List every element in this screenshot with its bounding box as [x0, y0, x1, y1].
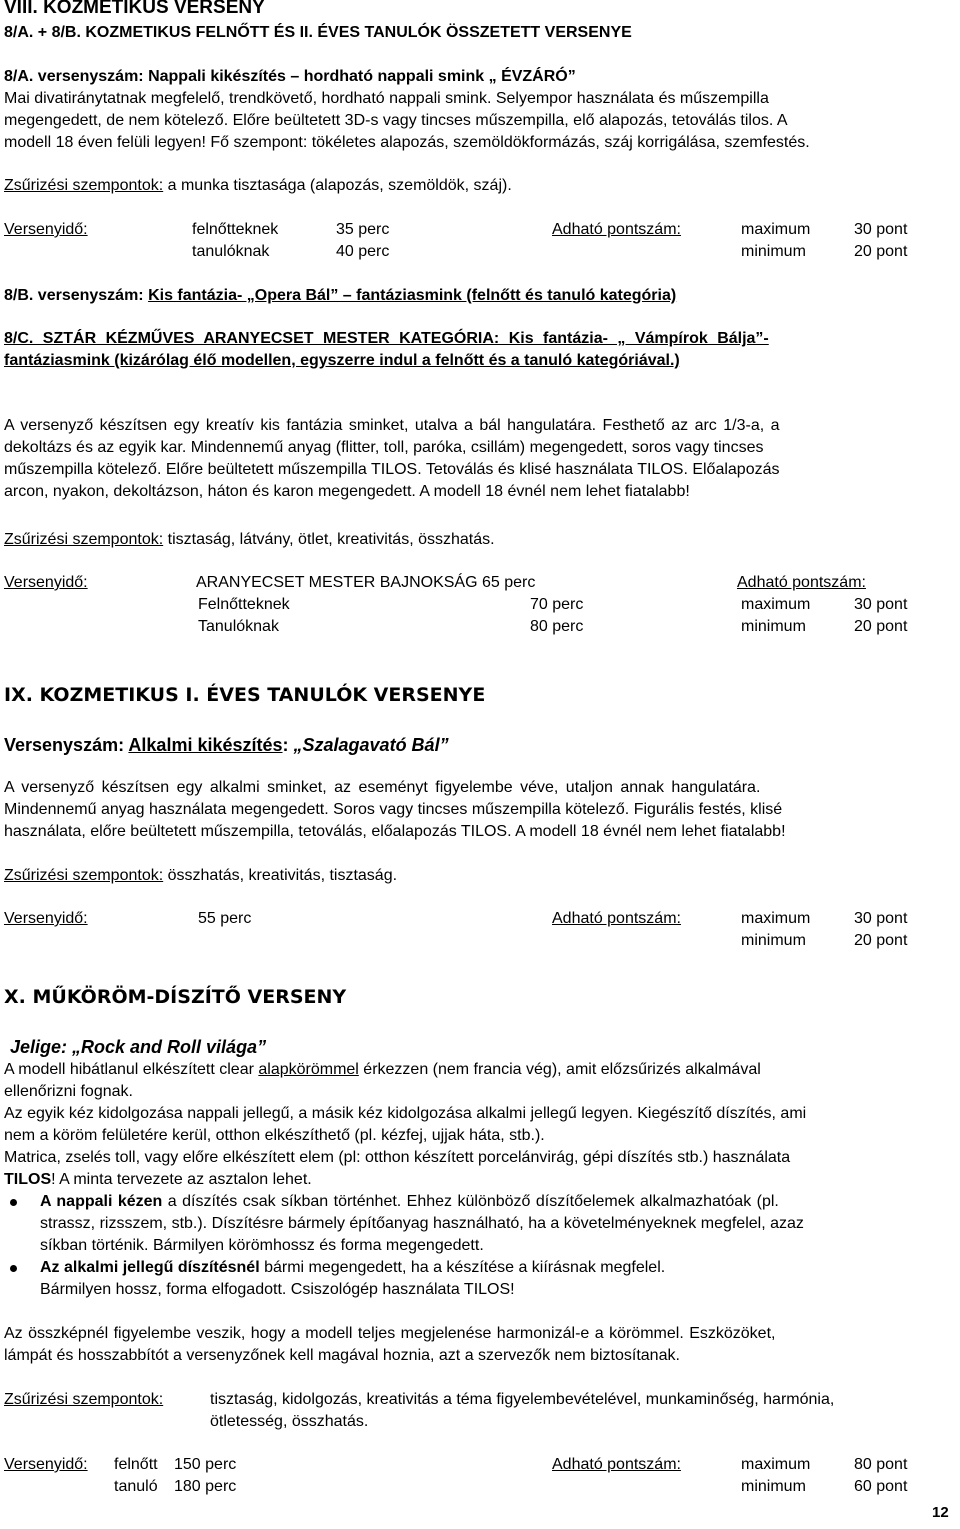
- points-value: 30 pont: [854, 596, 908, 613]
- tilos-bold: TILOS: [4, 1171, 52, 1188]
- section-8b-heading: [4, 285, 676, 307]
- points-label: Adható pontszám:: [552, 221, 681, 238]
- section-8a-heading: 8/A. versenyszám: Nappali kikészítés – hordható nappali smink „ ÉVZÁRÓ”: [4, 68, 576, 85]
- points-label: Adható pontszám:: [737, 574, 866, 591]
- text-run: a díszítés csak síkban történhet. Ehhez különböző díszítőelemek alkalmazhatóak (pl.: [162, 1193, 779, 1210]
- heading-underlined: Alkalmi kikészítés: [128, 735, 283, 755]
- filter-label: Zsűrizési szempontok:: [4, 867, 164, 884]
- time-who: tanuló: [114, 1478, 158, 1495]
- section-10-p2-line-2: nem a köröm felületére kerül, otthon elkészíthető (pl. kézfej, ujjak háta, stb.).: [4, 1127, 545, 1144]
- text-run: ! A minta tervezete az asztalon lehet.: [51, 1171, 312, 1188]
- section-8-subtitle: 8/A. + 8/B. KOZMETIKUS FELNŐTT ÉS II. ÉVES TANULÓK ÖSSZETETT VERSENYE: [4, 24, 632, 41]
- section-10-filter-label: Zsűrizési szempontok:: [4, 1391, 164, 1408]
- section-9-time-label: Versenyidő:: [4, 910, 88, 927]
- filter-label: Zsűrizési szempontok:: [4, 531, 164, 548]
- points-kind: maximum: [741, 1456, 811, 1473]
- time-value: 35 perc: [336, 221, 390, 238]
- section-8-title: VIII. KOZMETIKUS VERSENY: [4, 0, 265, 18]
- text-run: érkezzen (nem francia vég), amit előzsűrizés alkalmával: [358, 1061, 761, 1078]
- filter-value: összhatás, kreativitás, tisztaság.: [163, 867, 398, 884]
- section-9-heading: [4, 733, 449, 757]
- time-value: 55 perc: [198, 910, 252, 927]
- section-10-p4-line-2: lámpát és hosszabbítót a versenyzőnek kell magával hoznia, azt a szervezők nem biztosítanak.: [4, 1347, 680, 1364]
- text-run: bármi megengedett, ha a készítése a kiírásnak megfelel.: [259, 1259, 666, 1276]
- points-value: 20 pont: [854, 243, 908, 260]
- base-nail-term: alapkörömmel: [258, 1061, 359, 1078]
- time-who: felnőtteknek: [192, 221, 279, 238]
- points-kind: maximum: [741, 596, 811, 613]
- section-8a-line-3: modell 18 éven felüli legyen! Fő szempont: tökéletes alapozás, szemöldökformázás, száj korrigálása, szemfestés.: [4, 134, 810, 151]
- points-value: 60 pont: [854, 1478, 908, 1495]
- text-run: A modell hibátlanul elkészített clear: [4, 1061, 259, 1078]
- master-championship: ARANYECSET MESTER BAJNOKSÁG 65 perc: [196, 574, 536, 591]
- section-9-line-1: A versenyző készítsen egy alkalmi sminket, az eseményt figyelembe véve, utaljon annak hangulatára.: [4, 779, 761, 796]
- points-kind: maximum: [741, 910, 811, 927]
- heading-theme: „Szalagavató Bál”: [293, 735, 449, 755]
- points-value: 20 pont: [854, 932, 908, 949]
- 8b-prefix: 8/B. versenyszám:: [4, 287, 149, 304]
- points-value: 30 pont: [854, 910, 908, 927]
- points-value: 20 pont: [854, 618, 908, 635]
- section-8c-line-3: műszempilla kötelező. Előre beültetett műszempilla TILOS. Tetoválás és klisé használata TILOS. Előalapozás: [4, 461, 780, 478]
- section-9-line-2: Mindennemű anyag használata megengedett. Soros vagy tincses műszempilla kötelező. Figurális festés, klisé: [4, 801, 783, 818]
- bullet-2-line-2: Bármilyen hossz, forma elfogadott. Csiszológép használata TILOS!: [40, 1281, 515, 1298]
- bullet-1-line-2: strassz, rizsszem, stb.). Díszítésre bármely építőanyag használható, ha a követelményeknek megfelel, azaz: [40, 1215, 804, 1232]
- section-8c-time-label: Versenyidő:: [4, 574, 88, 591]
- points-label: Adható pontszám:: [552, 910, 681, 927]
- time-value: 150 perc: [174, 1456, 237, 1473]
- time-value: 80 perc: [530, 618, 584, 635]
- points-value: 30 pont: [854, 221, 908, 238]
- filter-value: tisztaság, látvány, ötlet, kreativitás, összhatás.: [163, 531, 495, 548]
- bullet-icon: [10, 1199, 17, 1206]
- bullet-icon: [10, 1265, 17, 1272]
- bullet-2-bold: Az alkalmi jellegű díszítésnél: [40, 1259, 260, 1276]
- section-10-filter-line-2: ötletesség, összhatás.: [210, 1413, 369, 1430]
- section-10-time-label: Versenyidő:: [4, 1456, 88, 1473]
- 8b-title: Kis fantázia- „Opera Bál” – fantáziasmink (felnőtt és tanuló kategória): [148, 287, 677, 304]
- section-10-title: X. MŰKÖRÖM-DÍSZÍTŐ VERSENY: [4, 986, 347, 1008]
- section-8c-heading-2: fantáziasmink (kizárólag élő modellen, egyszerre indul a felnőtt és a tanuló kategóriával.): [4, 352, 680, 369]
- section-10-filter-line-1: tisztaság, kidolgozás, kreativitás a téma figyelembevételével, munkaminőség, harmónia,: [210, 1391, 835, 1408]
- section-8c-line-2: dekoltázs és az egyik kar. Mindennemű anyag (flitter, toll, paróka, csillám) megengedett, soros vagy tincses: [4, 439, 764, 456]
- section-10-p1-line-1: [4, 1059, 761, 1081]
- section-10-p3-line-1: Matrica, zselés toll, vagy előre elkészített elem (pl: otthon készített porcelánvirág, gépi díszítés stb.) használata: [4, 1149, 791, 1166]
- section-9-filter: [4, 865, 397, 887]
- section-9-line-3: használata, előre beültetett műszempilla, tetoválás, előalapozás TILOS. A modell 18 évnél nem lehet fiatalabb!: [4, 823, 786, 840]
- points-value: 80 pont: [854, 1456, 908, 1473]
- section-10-p1-line-2: ellenőrizni fognak.: [4, 1083, 133, 1100]
- section-8c-heading-1: 8/C. SZTÁR KÉZMŰVES ARANYECSET MESTER KATEGÓRIA: Kis fantázia- „ Vámpírok Bálja”-: [4, 330, 769, 347]
- points-kind: minimum: [741, 1478, 806, 1495]
- section-10-motto: Jelige: „Rock and Roll világa”: [10, 1037, 267, 1057]
- filter-value: a munka tisztasága (alapozás, szemöldök, száj).: [163, 177, 512, 194]
- filter-label: Zsűrizési szempontok:: [4, 177, 164, 194]
- section-8c-line-1: A versenyző készítsen egy kreatív kis fantázia sminket, utalva a bál hangulatára. Festhető az arc 1/3-a, a: [4, 417, 780, 434]
- bullet-1-bold: A nappali kézen: [40, 1193, 163, 1210]
- bullet-1-line-1: [40, 1191, 779, 1213]
- section-8a-line-2: megengedett, de nem kötelező. Előre beültetett 3D-s vagy tincses műszempilla, elő alapozás, tetoválás tilos. A: [4, 112, 788, 129]
- section-8a-filter: [4, 175, 512, 197]
- time-who: tanulóknak: [192, 243, 270, 260]
- section-10-p4-line-1: Az összképnél figyelembe veszik, hogy a modell teljes megjelenése harmonizál-e a körömmel. Eszközöket,: [4, 1325, 776, 1342]
- heading-prefix: Versenyszám:: [4, 735, 129, 755]
- page-number: 12: [932, 1504, 949, 1521]
- time-value: 40 perc: [336, 243, 390, 260]
- section-10-p3-line-2: [4, 1169, 312, 1191]
- time-who: Felnőtteknek: [198, 596, 290, 613]
- section-10-p2-line-1: Az egyik kéz kidolgozása nappali jellegű, a másik kéz kidolgozása alkalmi jellegű legyen. Kiegészítő díszítés, ami: [4, 1105, 807, 1122]
- section-8a-time-label: Versenyidő:: [4, 221, 88, 238]
- section-8c-line-4: arcon, nyakon, dekoltázson, háton és karon megengedett. A modell 18 évnél nem lehet fiatalabb!: [4, 483, 690, 500]
- points-label: Adható pontszám:: [552, 1456, 681, 1473]
- bullet-1-line-3: síkban történik. Bármilyen körömhossz és forma megengedett.: [40, 1237, 484, 1254]
- points-kind: minimum: [741, 243, 806, 260]
- section-9-title: IX. KOZMETIKUS I. ÉVES TANULÓK VERSENYE: [4, 684, 486, 706]
- section-8c-filter: [4, 529, 495, 551]
- points-kind: maximum: [741, 221, 811, 238]
- time-value: 180 perc: [174, 1478, 237, 1495]
- points-kind: minimum: [741, 932, 806, 949]
- section-8a-line-1: Mai divatiránytatnak megfelelő, trendkövető, hordható nappali smink. Selyempor használata és műszempilla: [4, 90, 769, 107]
- time-who: felnőtt: [114, 1456, 158, 1473]
- points-kind: minimum: [741, 618, 806, 635]
- time-who: Tanulóknak: [198, 618, 279, 635]
- bullet-2-line-1: [40, 1257, 665, 1279]
- time-value: 70 perc: [530, 596, 584, 613]
- heading-colon: :: [282, 735, 294, 755]
